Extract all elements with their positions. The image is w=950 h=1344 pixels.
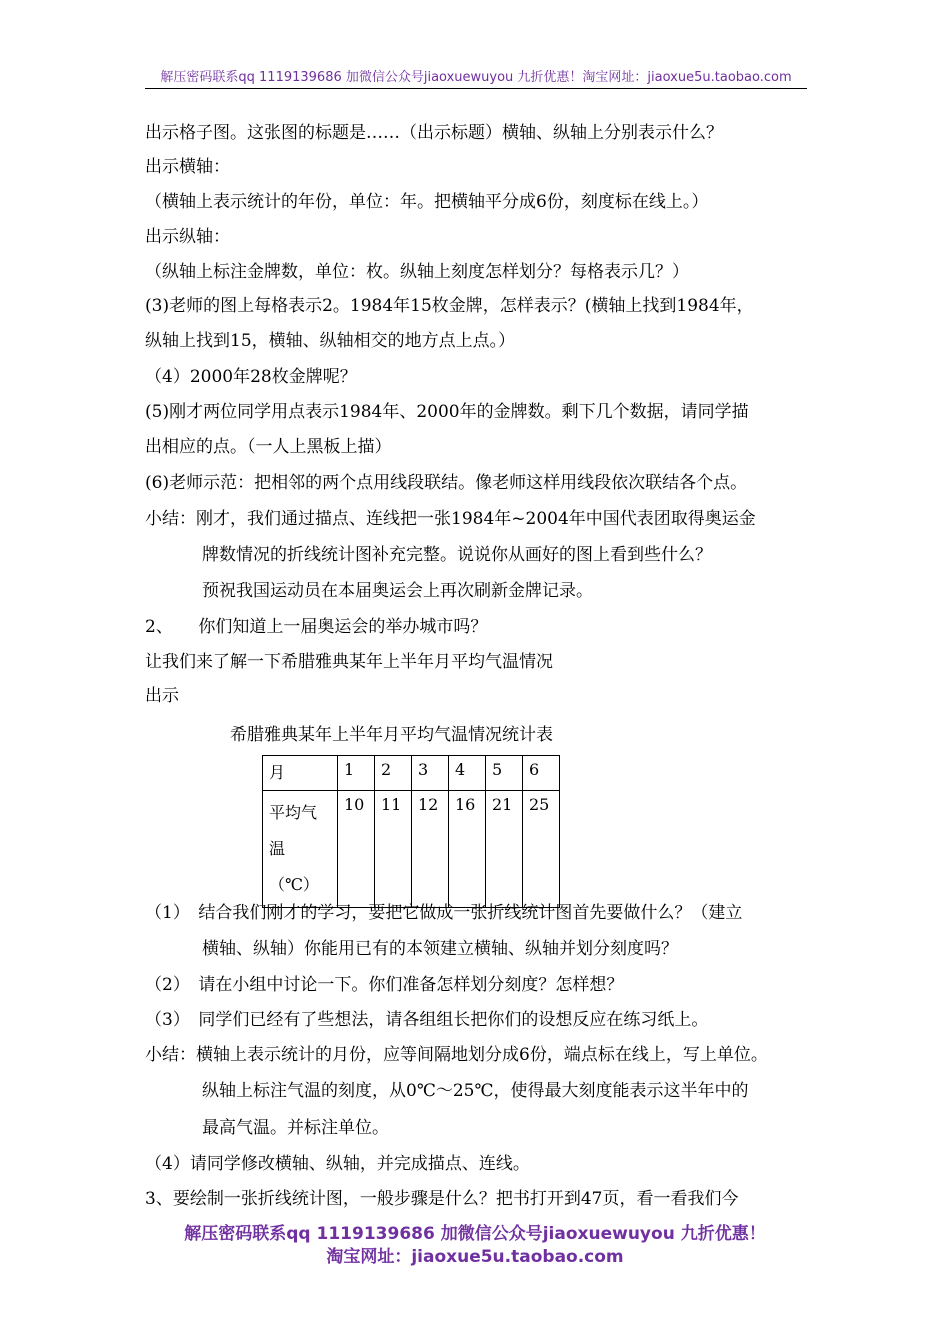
table-header-cell: 月 — [263, 756, 338, 791]
text-line: 纵轴上找到15，横轴、纵轴相交的地方点上点。） — [145, 331, 516, 351]
table-cell: 5 — [486, 756, 523, 791]
text-line: （3） 同学们已经有了些想法，请各组组长把你们的设想反应在练习纸上。 — [145, 1010, 709, 1030]
text-line: 出相应的点。（一人上黑板上描） — [145, 437, 392, 457]
text-line: 小结：横轴上表示统计的月份，应等间隔地划分成6份，端点标在线上，写上单位。 — [145, 1045, 768, 1065]
text-line: （2） 请在小组中讨论一下。你们准备怎样划分刻度？怎样想？ — [145, 975, 624, 995]
table-cell: 3 — [412, 756, 449, 791]
table-cell: 1 — [338, 756, 375, 791]
header-line: 平均气 — [269, 803, 318, 822]
table-cell: 2 — [375, 756, 412, 791]
text-line: （4）2000年28枚金牌呢？ — [145, 367, 357, 387]
header-line: （℃） — [269, 875, 319, 894]
table-cell: 25 — [523, 791, 560, 908]
text-line: 让我们来了解一下希腊雅典某年上半年月平均气温情况 — [145, 652, 553, 672]
text-line: （纵轴上标注金牌数，单位：枚。纵轴上刻度怎样划分？每格表示几？） — [145, 262, 689, 282]
table-row — [263, 791, 560, 908]
text-line: (3)老师的图上每格表示2。1984年15枚金牌，怎样表示？(横轴上找到1984年， — [145, 296, 754, 316]
text-line: 横轴、纵轴）你能用已有的本领建立横轴、纵轴并划分刻度吗？ — [202, 939, 678, 959]
text-line: 3、要绘制一张折线统计图，一般步骤是什么？把书打开到47页，看一看我们今 — [145, 1189, 739, 1209]
text-line: 最高气温。并标注单位。 — [202, 1118, 389, 1138]
text-line: (6)老师示范：把相邻的两个点用线段联结。像老师这样用线段依次联结各个点。 — [145, 473, 748, 493]
table-cell: 6 — [523, 756, 560, 791]
page-header: 解压密码联系qq 1119139686 加微信公众号jiaoxuewuyou 九折优惠！淘宝网址：jiaoxue5u.taobao.com — [145, 66, 807, 89]
text-line: 牌数情况的折线统计图补充完整。说说你从画好的图上看到些什么？ — [202, 545, 712, 565]
text-line: （4）请同学修改横轴、纵轴，并完成描点、连线。 — [145, 1154, 530, 1174]
text-line: 纵轴上标注气温的刻度，从0℃～25℃，使得最大刻度能表示这半年中的 — [202, 1081, 749, 1101]
text-line: 出示格子图。这张图的标题是……（出示标题）横轴、纵轴上分别表示什么？ — [145, 123, 723, 143]
header-line: 温 — [269, 839, 286, 858]
table-cell: 21 — [486, 791, 523, 908]
table-row — [263, 756, 560, 791]
text-line: （横轴上表示统计的年份，单位：年。把横轴平分成6份，刻度标在线上。） — [145, 192, 709, 212]
table-header-cell — [263, 791, 338, 908]
footer-line-1: 解压密码联系qq 1119139686 加微信公众号jiaoxuewuyou 九折优惠！ — [184, 1224, 766, 1244]
footer-line-2: 淘宝网址：jiaoxue5u.taobao.com — [326, 1247, 624, 1267]
table-cell: 11 — [375, 791, 412, 908]
text-line: 小结：刚才，我们通过描点、连线把一张1984年~2004年中国代表团取得奥运金 — [145, 509, 756, 529]
text-line: 出示横轴： — [145, 157, 230, 177]
text-line: (5)刚才两位同学用点表示1984年、2000年的金牌数。剩下几个数据，请同学描 — [145, 402, 749, 422]
temperature-table — [262, 755, 560, 908]
table-cell: 10 — [338, 791, 375, 908]
table-caption: 希腊雅典某年上半年月平均气温情况统计表 — [230, 725, 553, 745]
table-cell: 12 — [412, 791, 449, 908]
text-line: 出示纵轴： — [145, 227, 230, 247]
text-line: 预祝我国运动员在本届奥运会上再次刷新金牌记录。 — [202, 581, 593, 601]
text-line: 2、 你们知道上一届奥运会的举办城市吗？ — [145, 617, 488, 637]
table-cell: 4 — [449, 756, 486, 791]
text-line: （1） 结合我们刚才的学习，要把它做成一张折线统计图首先要做什么？（建立 — [145, 903, 743, 923]
table-cell: 16 — [449, 791, 486, 908]
text-line: 出示 — [145, 686, 179, 706]
